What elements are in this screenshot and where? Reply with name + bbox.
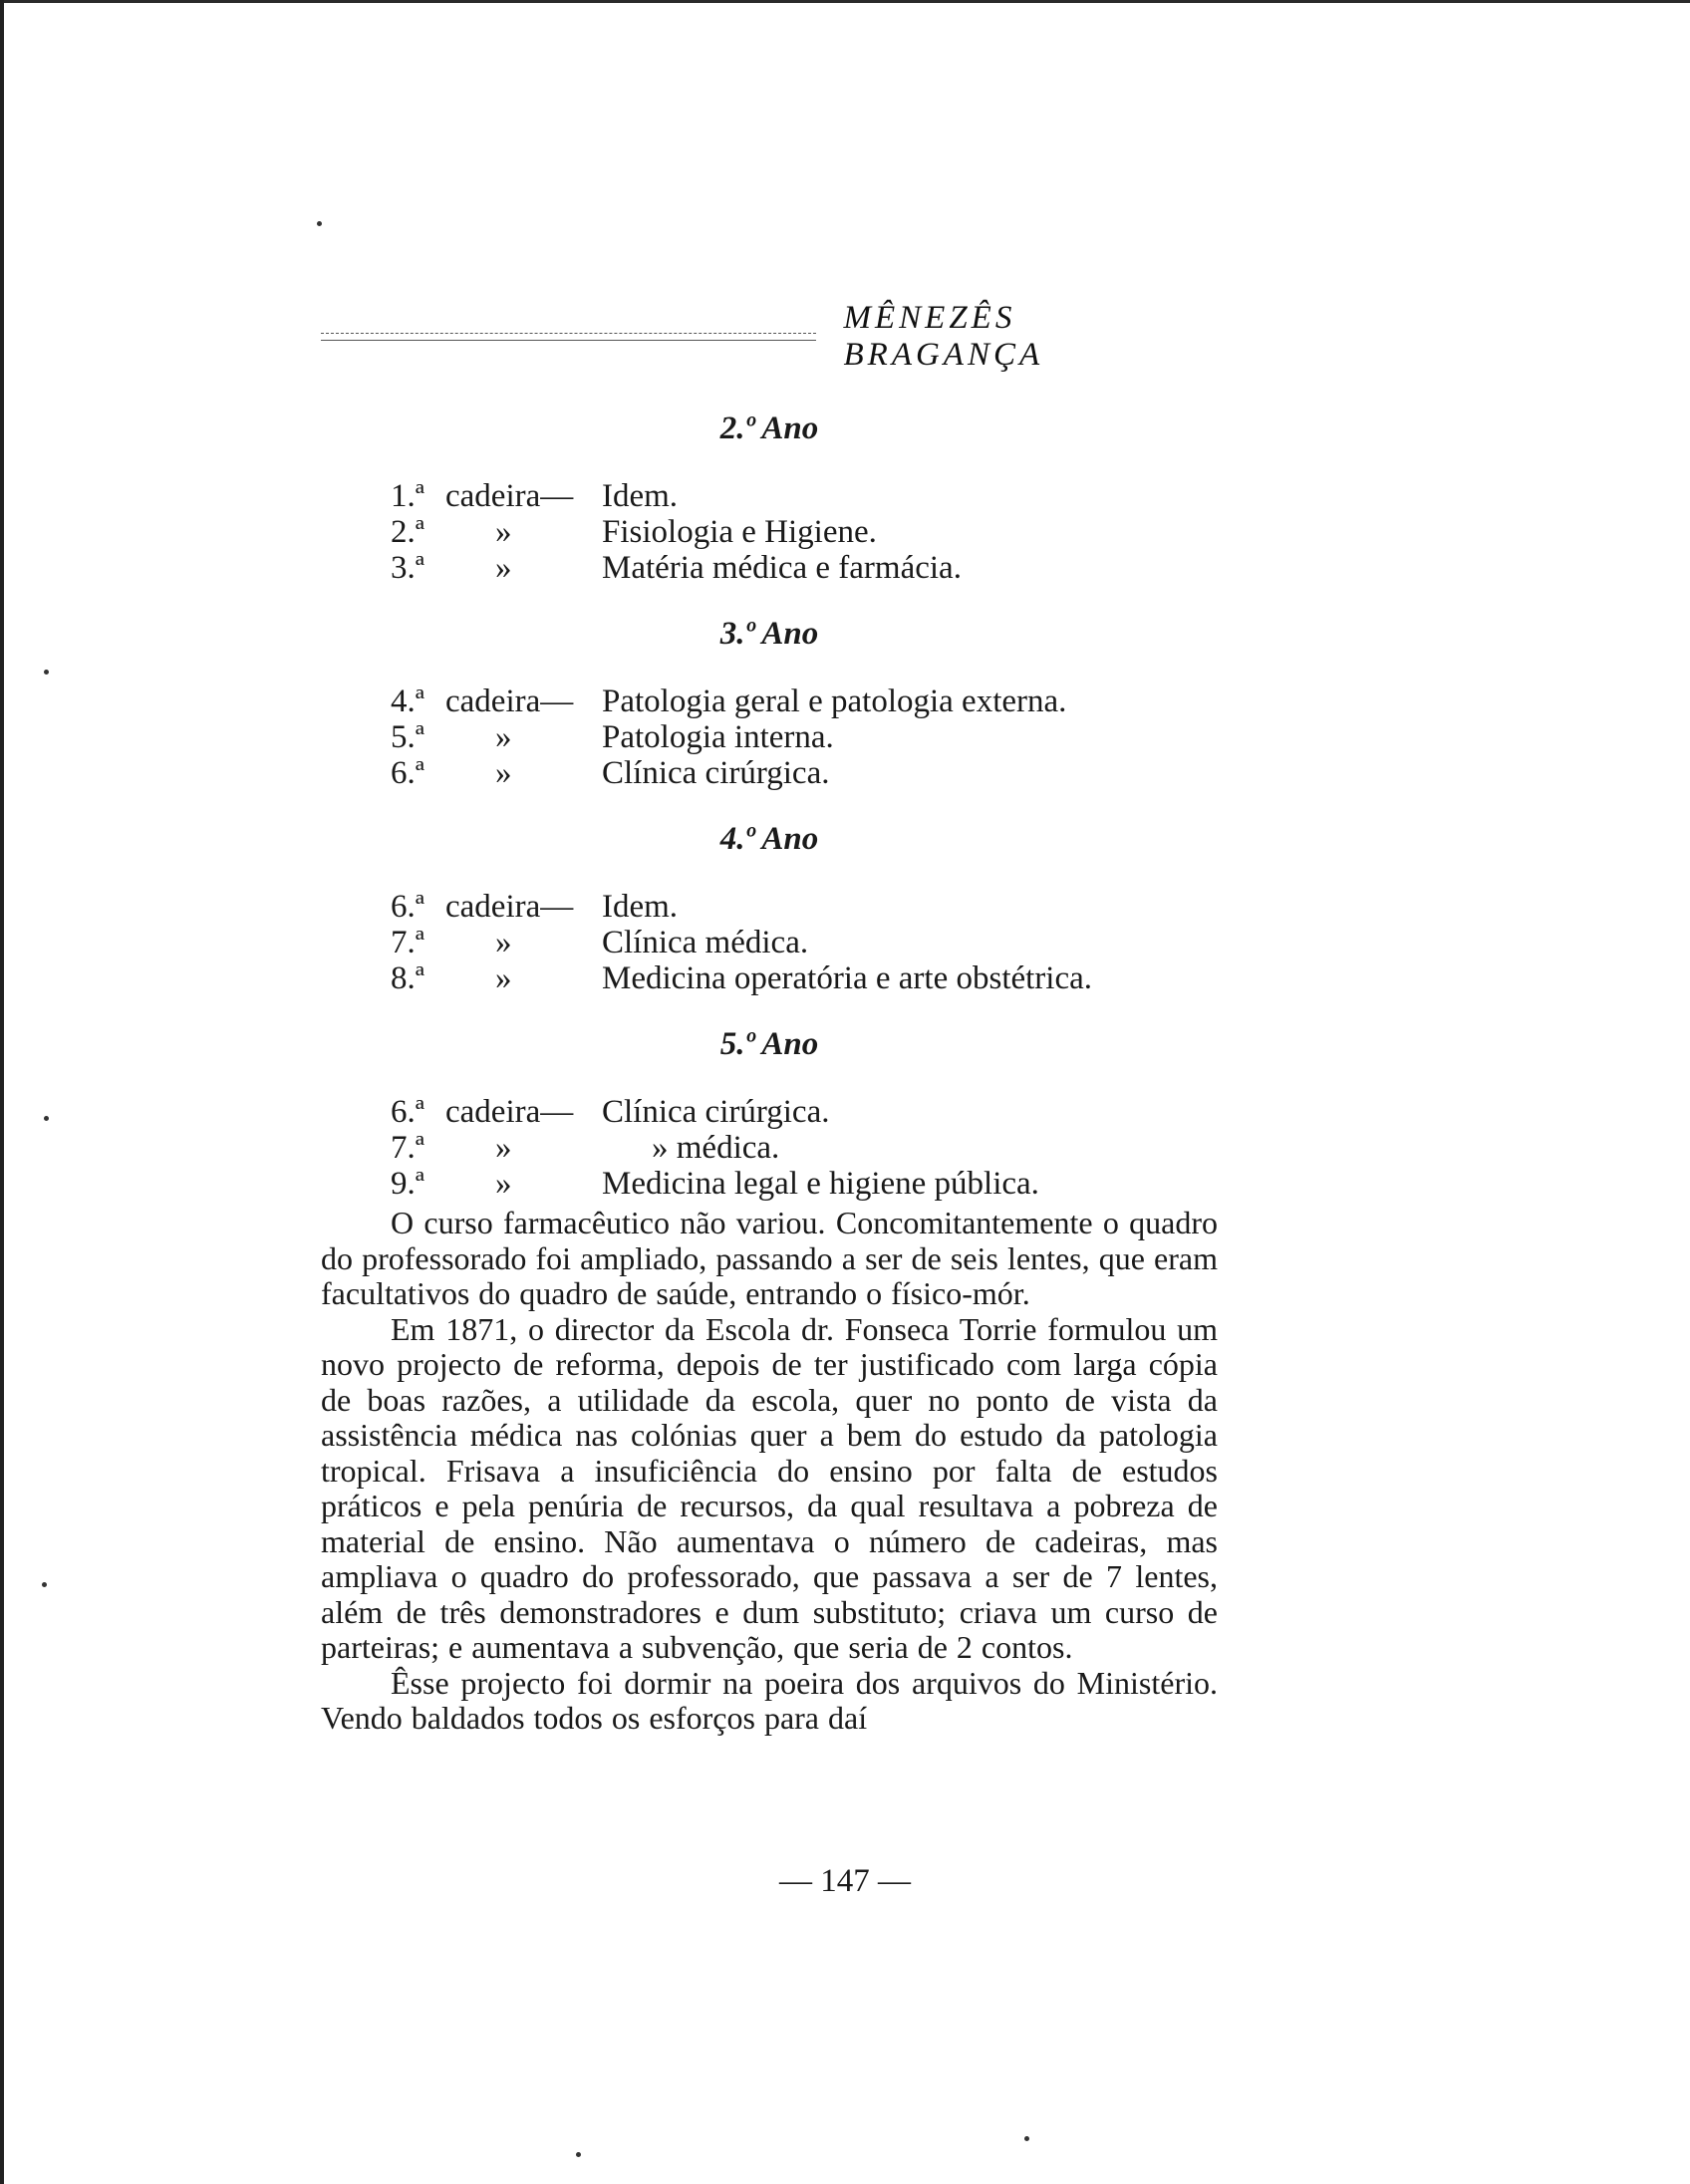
course-row [391, 755, 1218, 791]
scan-speck [1024, 2136, 1029, 2141]
course-list [391, 478, 1218, 586]
course-row [391, 478, 1218, 514]
ditto-mark: » [495, 755, 512, 791]
ditto-mark: » [495, 1166, 512, 1202]
course-row [391, 889, 1218, 925]
course-number: 9.ª [391, 1166, 424, 1202]
scan-speck [576, 2152, 581, 2157]
course-row [391, 925, 1218, 960]
header-rule [321, 333, 816, 341]
course-label: cadeira— [445, 478, 574, 514]
course-subject: Clínica médica. [602, 925, 809, 960]
course-row [391, 1094, 1218, 1130]
course-number: 6.ª [391, 755, 424, 791]
ditto-mark: » [495, 1130, 512, 1166]
scan-speck [44, 670, 49, 675]
course-subject: Medicina legal e higiene pública. [602, 1166, 1039, 1202]
scan-speck [317, 221, 322, 226]
course-number: 3.ª [391, 550, 424, 586]
course-subject: Patologia interna. [602, 719, 834, 755]
course-label: cadeira— [445, 1094, 574, 1130]
course-number: 5.ª [391, 719, 424, 755]
page-body [321, 407, 1218, 1737]
course-subject: Medicina operatória e arte obstétrica. [602, 960, 1093, 996]
page-number: — 147 — [779, 1863, 911, 1899]
course-subject: Clínica cirúrgica. [602, 755, 830, 791]
body-paragraph: O curso farmacêutico não variou. Concomitantemente o quadro do professorado foi ampliado, passando a ser de seis lentes, que eram facultativos do quadro de saúde, entrando o físico-mór. [321, 1205, 1218, 1311]
course-label: cadeira— [445, 683, 574, 719]
scan-edge-top [0, 0, 1690, 9]
course-list [391, 1094, 1218, 1202]
course-row [391, 514, 1218, 550]
course-number: 1.ª [391, 478, 424, 514]
running-title: MÊNEZÊS BRAGANÇA [843, 300, 1044, 373]
body-paragraph: Êsse projecto foi dormir na poeira dos arquivos do Ministério. Vendo baldados todos os esforços para daí [321, 1664, 1218, 1736]
course-number: 7.ª [391, 1130, 424, 1166]
course-subject: Patologia geral e patologia externa. [602, 683, 1067, 719]
course-list [391, 683, 1218, 791]
body-paragraph: Em 1871, o director da Escola dr. Fonseca Torrie formulou um novo projecto de reforma, depois de ter justificado com larga cópia de boas razões, a utilidade da escola, quer no ponto de vista da assistência médica nas colónias quer a bem do estudo da patologia tropical. Frisava a insuficiência do ensino por falta de estudos práticos e pela penúria de recursos, da qual resultava a pobreza de material de ensino. Não aumentava o número de cadeiras, mas ampliava o quadro do professorado, que passava a ser de 7 lentes, além de três demonstradores e dum substituto; criava um curso de parteiras; e aumentava a subvenção, que seria de 2 contos. [321, 1310, 1218, 1665]
course-subject: Clínica cirúrgica. [602, 1094, 830, 1130]
scan-speck [42, 1582, 47, 1587]
year-section [321, 407, 1218, 586]
course-number: 6.ª [391, 1094, 424, 1130]
ditto-mark: » [495, 925, 512, 960]
year-section [321, 817, 1218, 996]
course-row [391, 1130, 1218, 1166]
course-label: cadeira— [445, 889, 574, 925]
ditto-mark: » [495, 550, 512, 586]
course-number: 7.ª [391, 925, 424, 960]
ditto-mark: » [495, 719, 512, 755]
running-header [321, 300, 1218, 373]
scan-edge-left [0, 0, 11, 2184]
course-row [391, 683, 1218, 719]
course-number: 6.ª [391, 889, 424, 925]
year-section [321, 1022, 1218, 1202]
course-subject: Matéria médica e farmácia. [602, 550, 962, 586]
course-subject: Idem. [602, 889, 679, 925]
ditto-mark: » [495, 960, 512, 996]
year-title: 2.º Ano [719, 410, 819, 446]
year-title: 5.º Ano [719, 1026, 819, 1062]
year-title: 4.º Ano [719, 821, 819, 857]
year-section [321, 612, 1218, 791]
scan-speck [44, 1116, 49, 1121]
course-subject: Idem. [602, 478, 679, 514]
year-title: 3.º Ano [719, 616, 819, 652]
course-subject: » médica. [652, 1130, 780, 1166]
ditto-mark: » [495, 514, 512, 550]
course-row [391, 719, 1218, 755]
course-subject: Fisiologia e Higiene. [602, 514, 877, 550]
course-number: 8.ª [391, 960, 424, 996]
course-row [391, 1166, 1218, 1202]
course-row [391, 960, 1218, 996]
course-number: 2.ª [391, 514, 424, 550]
course-list [391, 889, 1218, 996]
course-row [391, 550, 1218, 586]
course-number: 4.ª [391, 683, 424, 719]
